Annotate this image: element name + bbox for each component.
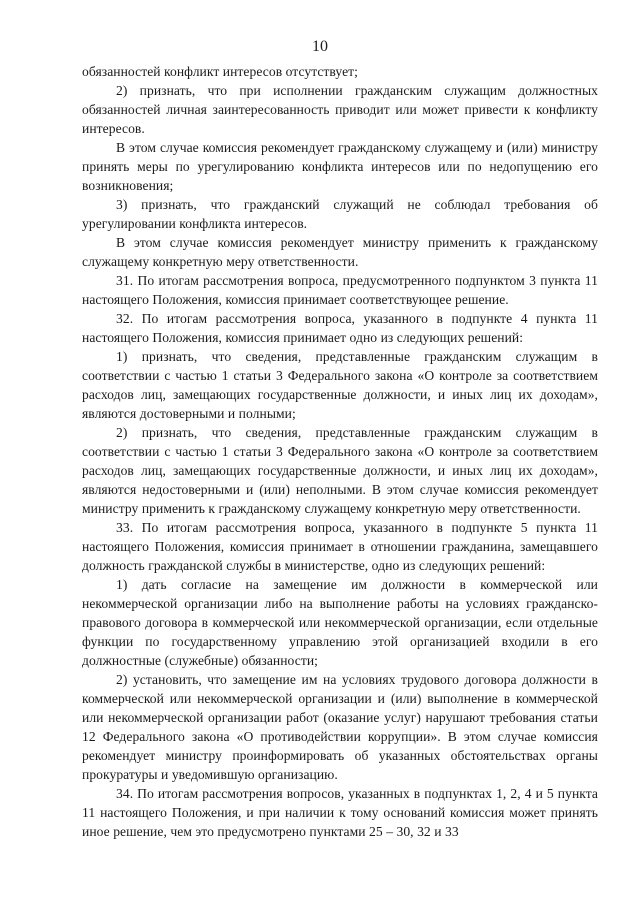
paragraph: 33. По итогам рассмотрения вопроса, указанного в подпункте 5 пункта 11 настоящего Положения, комиссия принимает в отношении гражданина, замещавшего должность гражданской службы в министерстве, одно из следующих решений: (82, 520, 598, 573)
paragraph: В этом случае комиссия рекомендует гражданскому служащему и (или) министру принять меры по урегулированию конфликта интересов или по недопущению его возникновения; (82, 140, 598, 193)
page-number: 10 (312, 38, 328, 55)
paragraph: 34. По итогам рассмотрения вопросов, указанных в подпунктах 1, 2, 4 и 5 пункта 11 настоящего Положения, и при наличии к тому оснований комиссия может принять иное решение, чем это предусмотрено пунктами 25 – 30, 32 и 33 (82, 786, 598, 839)
paragraph: 2) признать, что при исполнении гражданским служащим должностных обязанностей личная заинтересованность приводит или может привести к конфликту интересов. (82, 83, 598, 136)
paragraph: обязанностей конфликт интересов отсутствует; (82, 64, 358, 79)
paragraph: В этом случае комиссия рекомендует министру применить к гражданскому служащему конкретную меру ответственности. (82, 235, 598, 269)
body-text (82, 62, 598, 841)
paragraph: 2) установить, что замещение им на условиях трудового договора должности в коммерческой или некоммерческой организации и (или) выполнение в коммерческой или некоммерческой организации работ (оказание услуг) нарушают требования статьи 12 Федерального закона «О противодействии коррупции». В этом случае комиссия рекомендует министру проинформировать об указанных обстоятельствах органы прокуратуры и уведомившую организацию. (82, 672, 598, 782)
paragraph: 2) признать, что сведения, представленные гражданским служащим в соответствии с частью 1 статьи 3 Федерального закона «О контроле за соответствием расходов лиц, замещающих государственные должности, и иных лиц их доходам», являются недостоверными и (или) неполными. В этом случае комиссия рекомендует министру применить к гражданскому служащему конкретную меру ответственности. (82, 425, 598, 516)
paragraph: 32. По итогам рассмотрения вопроса, указанного в подпункте 4 пункта 11 настоящего Положения, комиссия принимает одно из следующих решений: (82, 311, 598, 345)
paragraph: 1) дать согласие на замещение им должности в коммерческой или некоммерческой организации либо на выполнение работы на условиях гражданско-правового договора в коммерческой или некоммерческой организации, если отдельные функции по государственному управлению этой организацией входили в его должностные (служебные) обязанности; (82, 577, 598, 668)
paragraph: 3) признать, что гражданский служащий не соблюдал требования об урегулировании конфликта интересов. (82, 197, 598, 231)
paragraph: 31. По итогам рассмотрения вопроса, предусмотренного подпунктом 3 пункта 11 настоящего Положения, комиссия принимает соответствующее решение. (82, 273, 598, 307)
paragraph: 1) признать, что сведения, представленные гражданским служащим в соответствии с частью 1 статьи 3 Федерального закона «О контроле за соответствием расходов лиц, замещающих государственные должности, и иных лиц их доходам», являются достоверными и полными; (82, 349, 598, 421)
